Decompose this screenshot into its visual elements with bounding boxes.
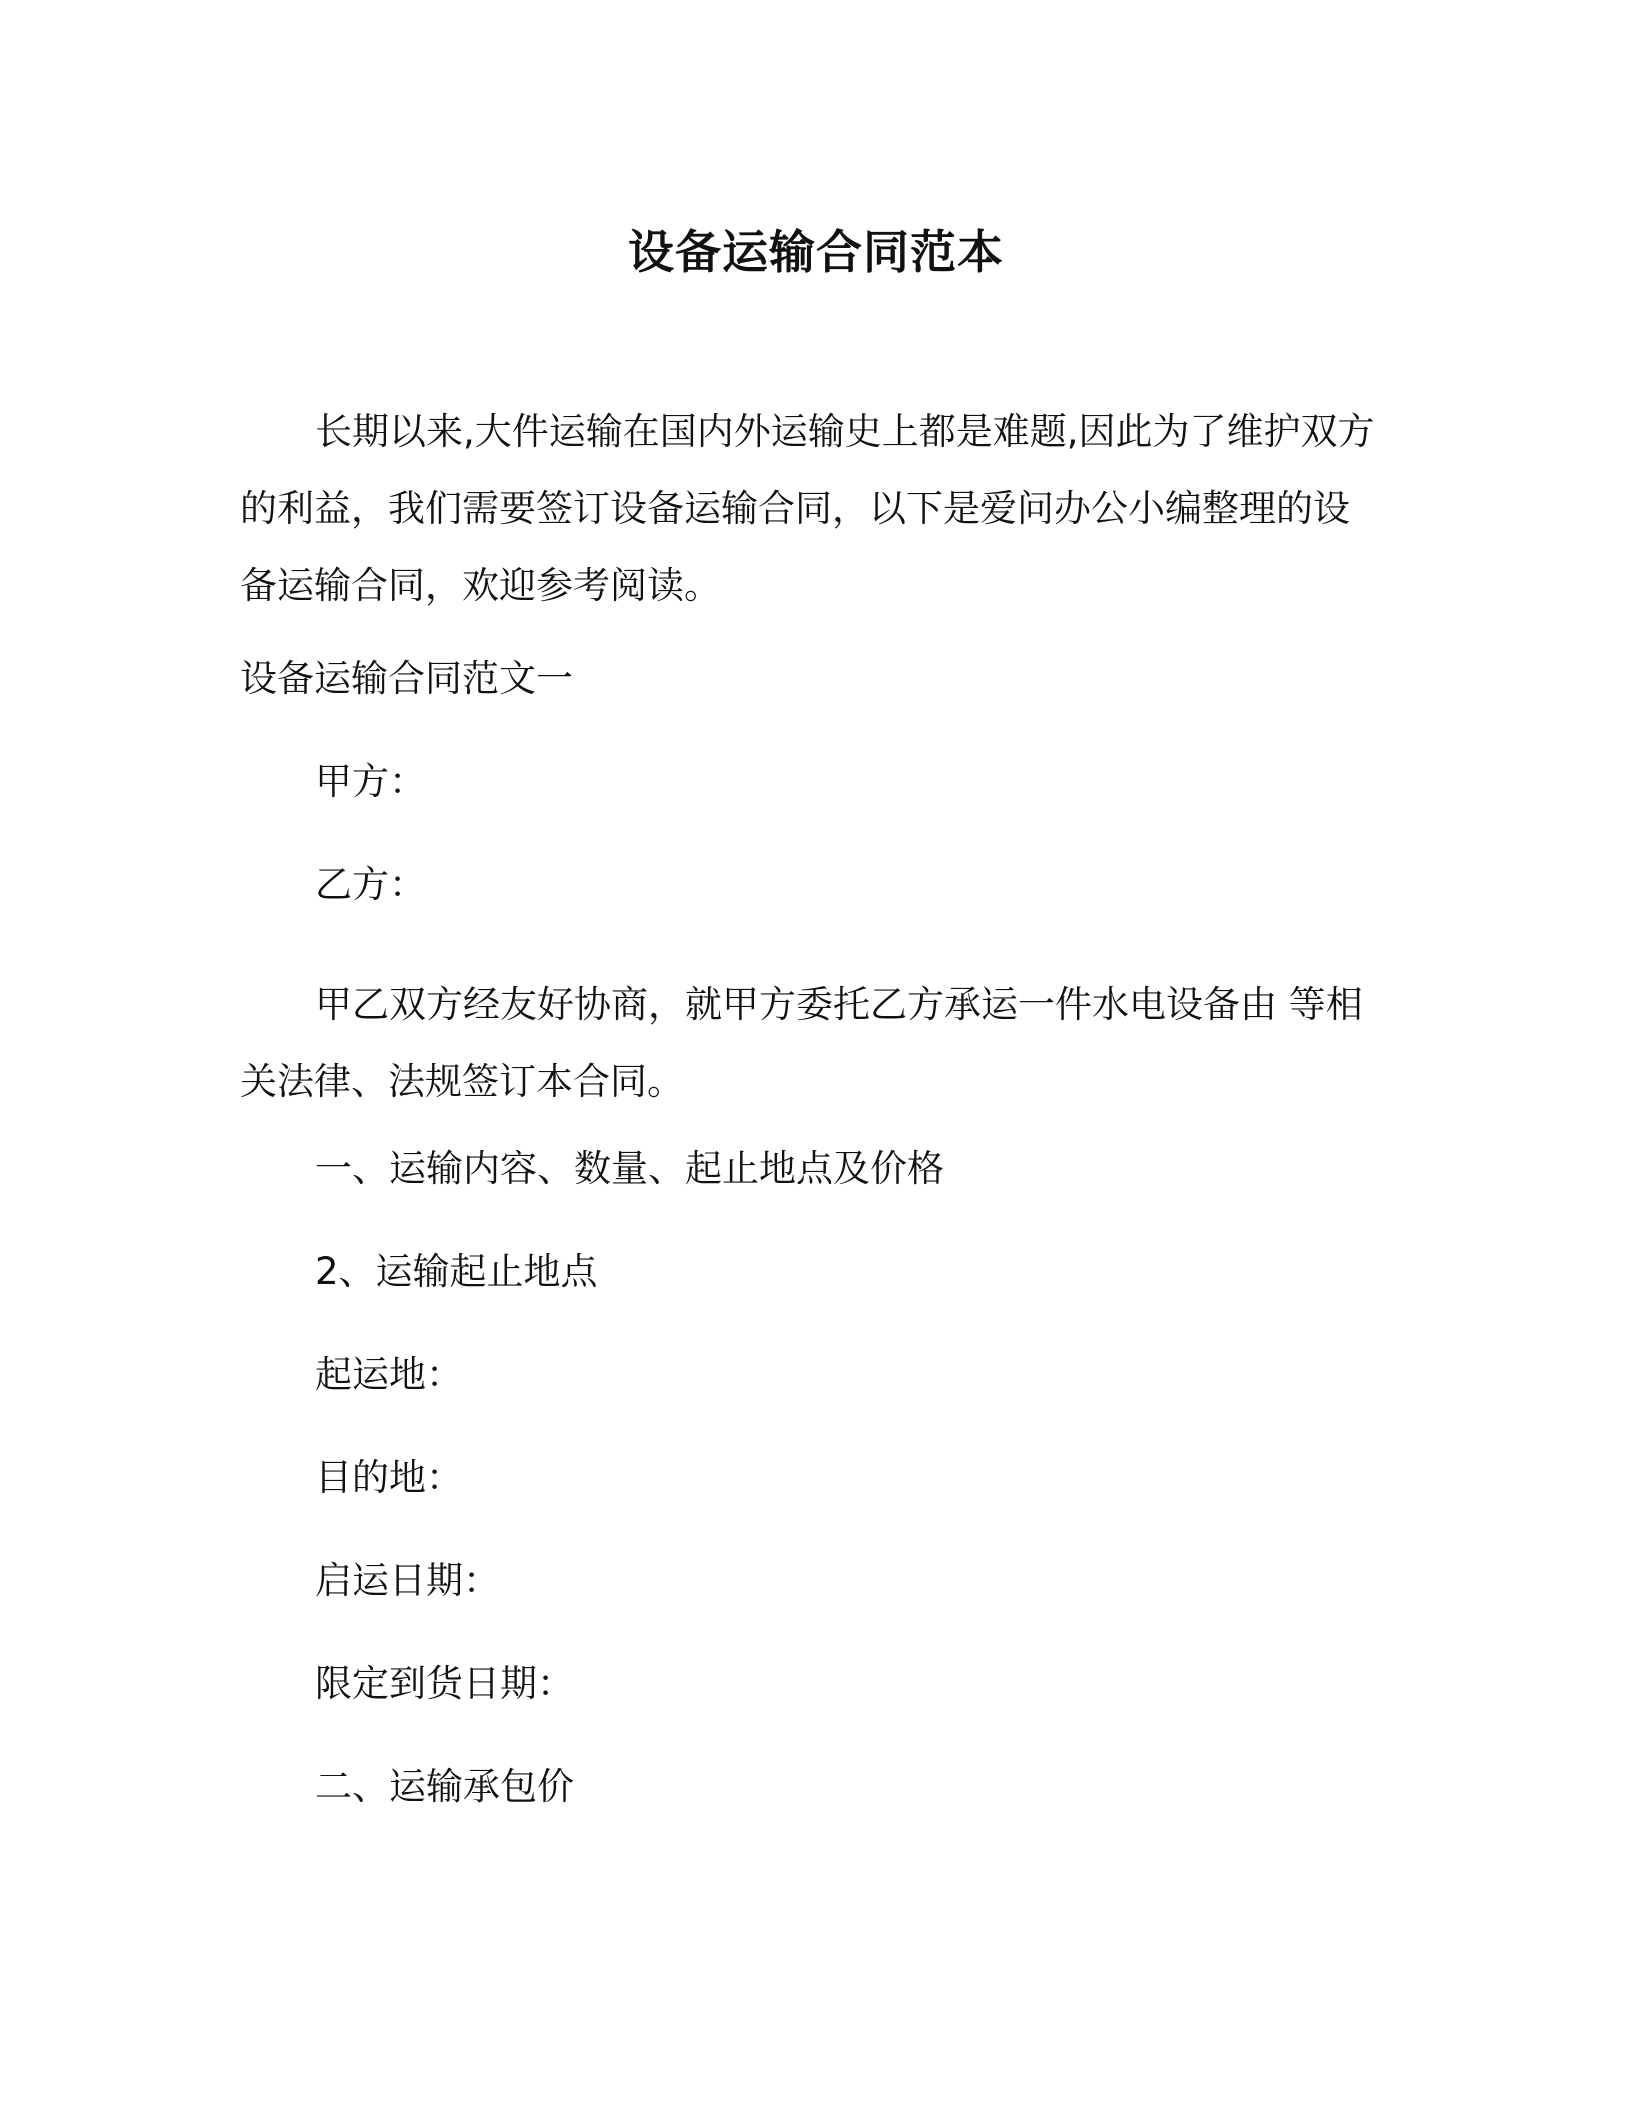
- item-2-heading: 2、运输起止地点: [315, 1250, 598, 1293]
- party-b-label: 乙方：: [315, 863, 426, 906]
- origin-label: 起运地：: [315, 1353, 463, 1396]
- agreement-clause: 甲乙双方经友好协商，就甲方委托乙方承运一件水电设备由 等相关法律、法规签订本合同。: [240, 983, 1363, 1103]
- article-2-heading: 二、运输承包价: [315, 1765, 574, 1808]
- departure-date-label: 启运日期：: [315, 1559, 500, 1602]
- intro-paragraph: 长期以来,大件运输在国内外运输史上都是难题,因此为了维护双方的利益，我们需要签订设备运输合同，以下是爱问办公小编整理的设备运输合同，欢迎参考阅读。: [240, 410, 1375, 607]
- destination-label: 目的地：: [315, 1456, 463, 1499]
- arrival-deadline-label: 限定到货日期：: [315, 1662, 574, 1705]
- document-title: 设备运输合同范本: [628, 225, 1004, 279]
- party-a-label: 甲方：: [315, 760, 426, 803]
- section-heading: 设备运输合同范文一: [240, 657, 573, 700]
- article-1-heading: 一、运输内容、数量、起止地点及价格: [315, 1147, 944, 1190]
